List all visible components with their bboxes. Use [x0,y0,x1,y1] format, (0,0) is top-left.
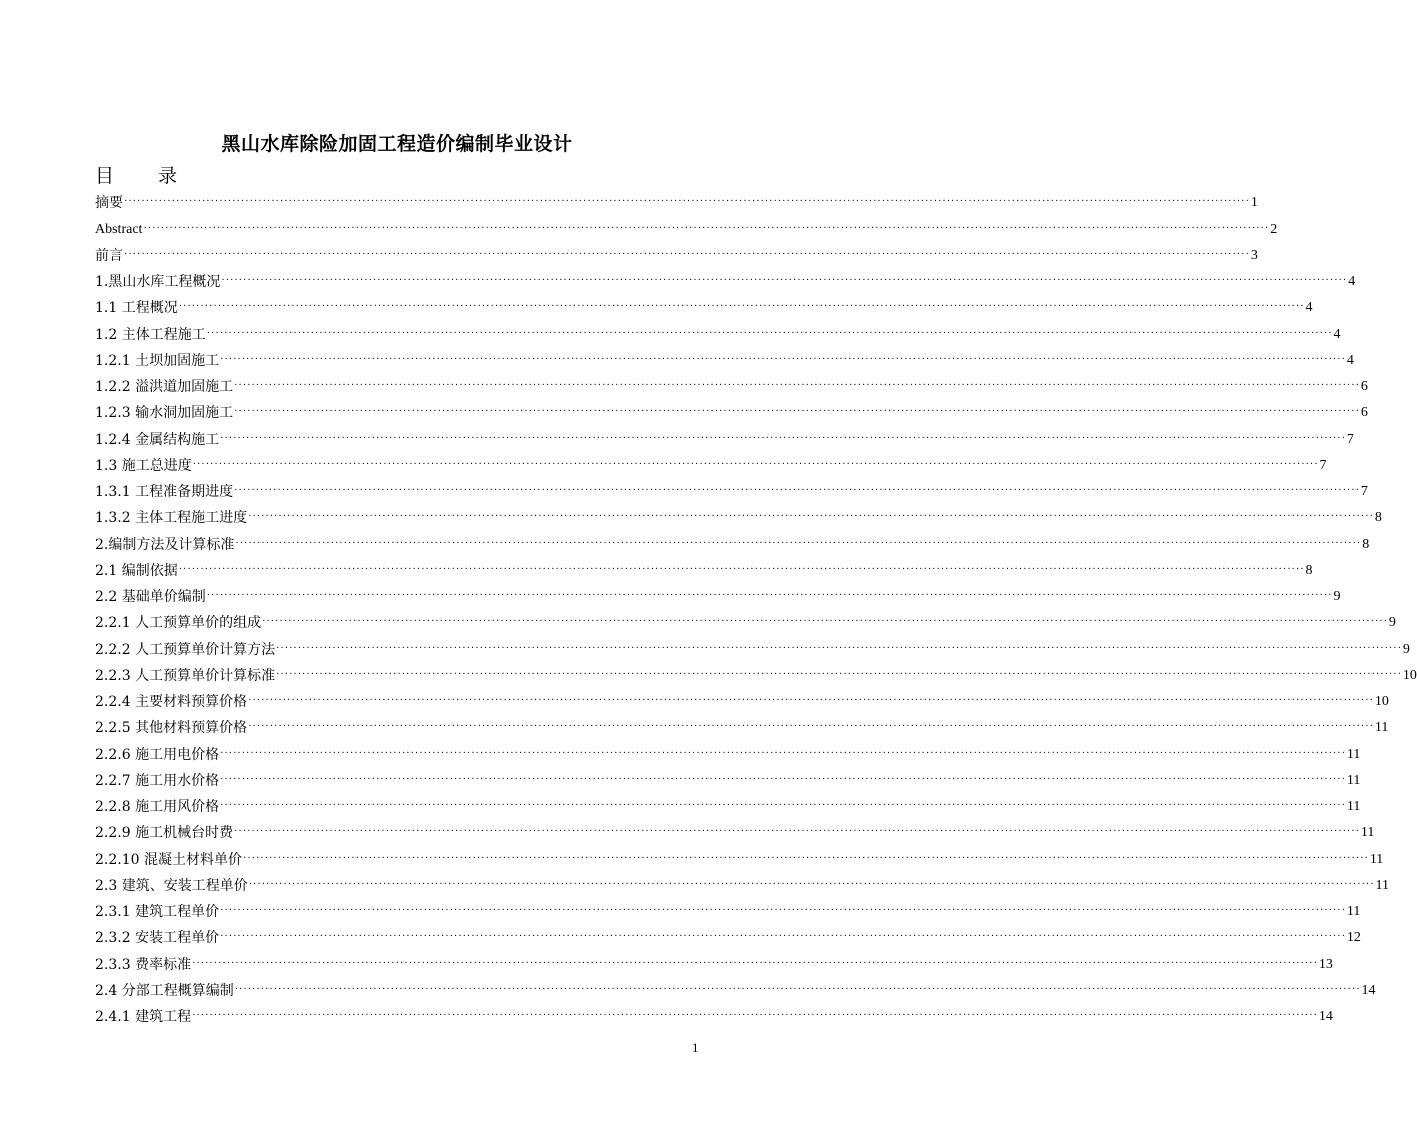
toc-dot-leader: ···································································································································································································································································· [276,642,1402,654]
toc-entry-page: 9 [1333,589,1341,604]
toc-entry[interactable] [95,1002,1333,1028]
toc-dot-leader: ···································································································································································································································································· [234,485,1360,496]
toc-entry-page: 11 [1374,720,1389,736]
toc-dot-leader: ···································································································································································································································································· [248,878,1375,890]
toc-entry-label: 1.3 施工总进度 [95,457,192,474]
toc-entry[interactable] [95,267,1356,293]
toc-entry-label: 1.3.2 主体工程施工进度 [95,510,248,527]
toc-entry[interactable] [95,792,1361,818]
toc-entry-label: 1.1 工程概况 [95,300,178,317]
toc-entry-page: 11 [1346,746,1361,762]
toc-dot-leader: ···································································································································································································································································· [234,406,1360,418]
toc-dot-leader: ···································································································································································································································································· [262,616,1388,628]
toc-entry-page: 8 [1305,562,1313,578]
toc-dot-leader: ···································································································································································································································································· [220,432,1346,444]
toc-dot-leader: ···································································································································································································································································· [248,721,1374,733]
toc-entry[interactable] [95,188,1258,214]
toc-entry-label: 2.2.8 施工用风价格 [95,799,220,815]
toc-entry-page: 6 [1360,405,1368,421]
toc-entry[interactable] [95,844,1384,870]
toc-dot-leader: ···································································································································································································································································· [124,248,1250,260]
toc-dot-leader: ···································································································································································································································································· [178,301,1305,313]
toc-entry[interactable] [95,241,1258,267]
toc-entry-page: 6 [1360,379,1368,394]
toc-dot-leader: ···································································································································································································································································· [192,1010,1318,1021]
toc-dot-leader: ···································································································································································································································································· [234,380,1360,391]
toc-heading-left: 目 [95,165,115,187]
toc-entry-page: 8 [1374,510,1382,526]
toc-entry-page: 11 [1369,851,1384,867]
toc-entry-page: 14 [1361,982,1376,998]
toc-entry-label: 2.4.1 建筑工程 [95,1009,192,1025]
toc-entry-label: 2.编制方法及计算标准 [95,536,235,553]
toc-entry[interactable] [95,634,1410,660]
toc-entry-label: 2.2 基础单价编制 [95,589,206,605]
toc-entry-page: 7 [1319,457,1327,473]
toc-entry-label: 2.2.3 人工预算单价计算标准 [95,667,276,684]
toc-entry-label: 1.2.1 土坝加固施工 [95,352,220,369]
toc-entry[interactable] [95,976,1376,1002]
toc-entry-label: 2.2.9 施工机械台时费 [95,825,234,842]
toc-dot-leader: ···································································································································································································································································· [276,668,1402,680]
toc-entry-label: Abstract [95,221,143,237]
toc-dot-leader: ···································································································································································································································································· [220,800,1346,811]
toc-entry-label: 摘要 [95,195,123,212]
toc-entry[interactable] [95,766,1361,792]
toc-entry-page: 3 [1250,247,1258,263]
toc-entry[interactable] [95,503,1382,529]
toc-dot-leader: ···································································································································································································································································· [178,563,1305,575]
toc-entry[interactable] [95,661,1417,687]
toc-entry[interactable] [95,214,1278,240]
toc-entry[interactable] [95,293,1313,319]
toc-heading [95,163,177,189]
toc-entry-label: 2.2.4 主要材料预算价格 [95,694,248,710]
toc-entry[interactable] [95,871,1390,897]
toc-dot-leader: ···································································································································································································································································· [234,983,1361,995]
toc-entry-label: 2.2.7 施工用水价格 [95,772,220,789]
toc-entry-page: 7 [1360,484,1368,499]
toc-entry-page: 9 [1402,641,1410,657]
toc-entry[interactable] [95,398,1368,424]
page-number: 1 [692,1040,699,1055]
toc-entry-label: 1.3.1 工程准备期进度 [95,484,234,500]
toc-entry-label: 1.2.3 输水洞加固施工 [95,405,234,422]
toc-dot-leader: ···································································································································································································································································· [235,537,1362,549]
toc-entry-page: 4 [1346,352,1354,368]
toc-entry[interactable] [95,319,1341,345]
toc-dot-leader: ···································································································································································································································································· [242,852,1369,864]
toc-entry-page: 2 [1270,221,1278,237]
toc-entry-page: 8 [1362,536,1370,552]
toc-dot-leader: ···································································································································································································································································· [192,957,1318,969]
toc-dot-leader: ···································································································································································································································································· [234,826,1360,838]
toc-entry[interactable] [95,529,1370,555]
toc-dot-leader: ···································································································································································································································································· [143,222,1270,234]
toc-entry-page: 1 [1250,195,1258,211]
document-title: 黑山水库除险加固工程造价编制毕业设计 [221,133,573,155]
toc-dot-leader: ···································································································································································································································································· [220,905,1346,916]
toc-entry-label: 2.2.6 施工用电价格 [95,746,220,763]
toc-entry-label: 1.2.2 溢洪道加固施工 [95,379,234,395]
toc-entry-page: 11 [1346,772,1361,788]
toc-entry-label: 前言 [95,247,123,264]
toc-entry-label: 2.3.1 建筑工程单价 [95,904,220,920]
toc-dot-leader: ···································································································································································································································································· [220,747,1346,759]
toc-entry-page: 4 [1348,274,1356,289]
toc-entry-page: 11 [1375,877,1390,893]
toc-entry[interactable] [95,713,1389,739]
toc-entry-page: 4 [1333,326,1341,342]
toc-entry-label: 2.2.10 混凝土材料单价 [95,851,242,868]
toc-dot-leader: ···································································································································································································································································· [220,773,1346,785]
toc-entry[interactable] [95,424,1354,450]
toc-entry-page: 14 [1318,1009,1333,1024]
toc-entry[interactable] [95,451,1327,477]
toc-entry[interactable] [95,608,1396,634]
toc-entry[interactable] [95,372,1368,398]
toc-entry-label: 2.3.2 安装工程单价 [95,930,220,947]
toc-entry-label: 1.2 主体工程施工 [95,326,206,343]
toc-entry-page: 12 [1346,930,1361,946]
toc-entry-label: 2.3.3 费率标准 [95,956,192,973]
toc-entry-page: 11 [1360,825,1375,841]
toc-entry[interactable] [95,818,1375,844]
toc-entry-label: 2.2.1 人工预算单价的组成 [95,615,262,632]
toc-entry-label: 2.4 分部工程概算编制 [95,982,234,999]
toc-dot-leader: ···································································································································································································································································· [220,931,1346,943]
toc-dot-leader: ···································································································································································································································································· [206,590,1333,601]
toc-entry-label: 2.2.5 其他材料预算价格 [95,720,248,737]
toc-entry[interactable] [95,582,1341,608]
toc-entry-page: 10 [1374,694,1389,709]
toc-entry-label: 2.1 编制依据 [95,562,178,579]
toc-entry-page: 4 [1305,300,1313,316]
toc-entry[interactable] [95,923,1361,949]
toc-entry-page: 11 [1346,799,1361,814]
toc-entry-label: 2.3 建筑、安装工程单价 [95,877,248,894]
toc-entry-label: 1.2.4 金属结构施工 [95,431,220,448]
toc-entry-page: 11 [1346,904,1361,919]
toc-entry[interactable] [95,949,1333,975]
toc-entry[interactable] [95,687,1389,713]
toc-dot-leader: ···································································································································································································································································· [221,275,1348,286]
toc-entry[interactable] [95,556,1313,582]
toc-heading-right: 录 [158,165,178,187]
toc-entry-page: 9 [1388,615,1396,631]
toc-dot-leader: ···································································································································································································································································· [192,458,1319,470]
toc-entry[interactable] [95,346,1354,372]
toc-dot-leader: ···································································································································································································································································· [206,327,1333,339]
toc-entry-label: 1.黑山水库工程概况 [95,274,221,290]
toc-entry[interactable] [95,477,1368,503]
toc-entry-page: 7 [1346,431,1354,447]
toc-dot-leader: ···································································································································································································································································· [248,511,1374,523]
toc-dot-leader: ···································································································································································································································································· [124,196,1250,208]
toc-entry-label: 2.2.2 人工预算单价计算方法 [95,641,276,658]
toc-dot-leader: ···································································································································································································································································· [248,695,1374,706]
toc-entry[interactable] [95,739,1361,765]
toc-dot-leader: ···································································································································································································································································· [220,353,1346,365]
toc-entry-page: 10 [1402,667,1417,683]
table-of-contents [95,188,1417,1028]
toc-entry[interactable] [95,897,1361,923]
toc-entry-page: 13 [1318,956,1333,972]
